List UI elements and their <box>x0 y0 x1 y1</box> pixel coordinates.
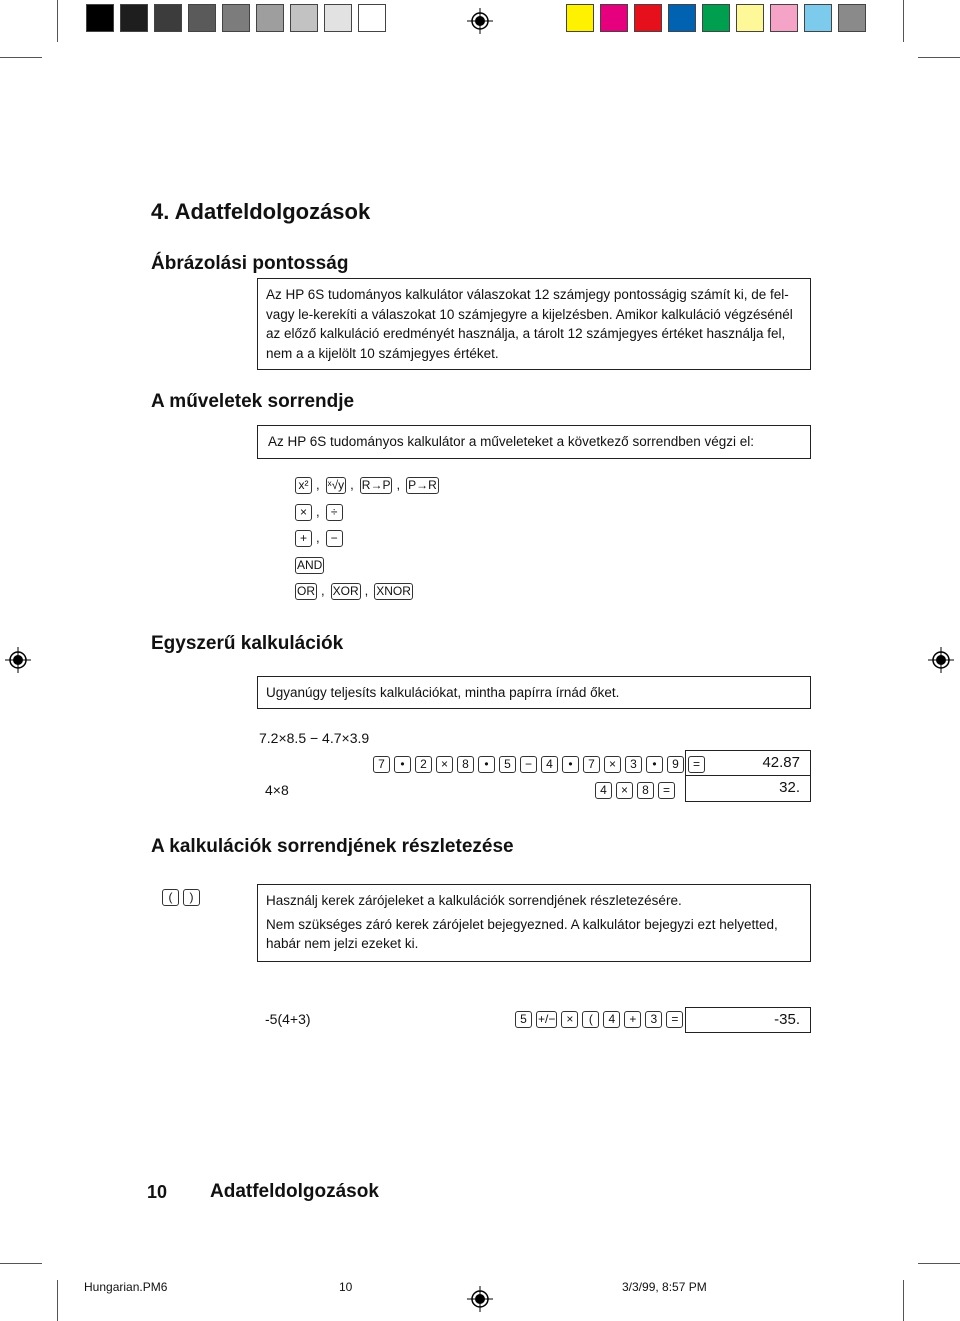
slug-page: 10 <box>339 1280 353 1294</box>
example-key-sequence <box>373 756 709 773</box>
color-swatch <box>86 4 114 32</box>
calculator-key: OR <box>297 584 315 599</box>
registration-mark-icon <box>467 1286 493 1312</box>
simple-calc-note-box <box>257 676 811 709</box>
calculator-key: ) <box>183 889 200 906</box>
parentheses-note-line: habár nem jelzi ezeket ki. <box>266 936 419 951</box>
example-expression: 7.2×8.5 − 4.7×3.9 <box>259 730 370 746</box>
calculator-key: 3 <box>645 1011 662 1028</box>
separator: , <box>316 477 320 492</box>
calculator-key: 5 <box>499 756 516 773</box>
registration-mark-icon <box>467 8 493 34</box>
registration-mark-icon <box>5 647 31 673</box>
precedence-row <box>295 557 328 574</box>
calculator-key: − <box>520 756 537 773</box>
calculator-key: 2 <box>415 756 432 773</box>
precedence-row <box>295 583 417 600</box>
separator: , <box>396 477 401 492</box>
calculator-key: ( <box>162 889 179 906</box>
precision-note-box <box>257 278 811 370</box>
precedence-row <box>295 477 443 494</box>
calculator-key: P→R <box>408 478 437 493</box>
precision-line: nem a a kijelölt 10 számjegyes értéket. <box>266 345 499 361</box>
registration-mark-icon <box>928 647 954 673</box>
example-result-display: -35. <box>685 1007 811 1033</box>
color-swatch <box>634 4 662 32</box>
precedence-row <box>295 530 347 547</box>
calculator-key: × <box>561 1011 578 1028</box>
color-swatch <box>324 4 352 32</box>
color-swatch <box>702 4 730 32</box>
calculator-key: 7 <box>583 756 600 773</box>
calculator-key: XNOR <box>376 584 411 599</box>
calculator-key: • <box>646 756 663 773</box>
color-swatch <box>120 4 148 32</box>
calculator-key: ( <box>582 1011 599 1028</box>
color-swatch <box>770 4 798 32</box>
example-key-sequence <box>515 1011 687 1028</box>
precision-line: Az HP 6S tudományos kalkulátor válaszokat 12 számjegy pontosságig számít ki, de fel- <box>266 287 789 302</box>
crop-mark <box>903 0 904 42</box>
crop-mark <box>918 1263 960 1264</box>
precision-line: az előző kalkuláció eredményét használja, a tárolt 12 számjegyes értéket használja fel, <box>266 326 786 341</box>
slug-filename: Hungarian.PM6 <box>84 1280 168 1294</box>
example-result-display: 42.87 <box>685 750 811 776</box>
separator: , <box>364 583 369 598</box>
color-swatch <box>222 4 250 32</box>
parentheses-note-line: Nem szükséges záró kerek zárójelet bejegyezned. A kalkulátor bejegyzi ezt helyetted, <box>266 916 778 932</box>
calculator-key: 5 <box>515 1011 532 1028</box>
color-swatch <box>804 4 832 32</box>
parenthesis-keys <box>162 889 204 906</box>
crop-mark <box>903 1280 904 1321</box>
color-swatch <box>188 4 216 32</box>
section-heading-simple-calculations: Egyszerű kalkulációk <box>151 633 344 654</box>
calculator-key: × <box>436 756 453 773</box>
calculator-key: × <box>295 504 312 521</box>
calculator-key: XOR <box>332 584 359 599</box>
calculator-key: • <box>562 756 579 773</box>
simple-calc-note-text: Ugyanúgy teljesíts kalkulációkat, mintha papírra írnád őket. <box>266 685 620 700</box>
crop-mark <box>918 57 960 58</box>
color-swatch <box>736 4 764 32</box>
calculator-key: +/− <box>538 1012 556 1027</box>
calculator-key: 4 <box>595 782 612 799</box>
calculator-key: + <box>295 530 312 547</box>
calculator-key: = <box>688 756 705 773</box>
calculator-key: 8 <box>457 756 474 773</box>
color-swatch <box>600 4 628 32</box>
example-expression: 4×8 <box>265 782 289 798</box>
precision-line: vagy le-kerekíti a válaszokat 10 számjegyre a kijelzésben. Amikor kalkuláció végzésénél <box>266 306 793 322</box>
calculator-key: ÷ <box>326 504 343 521</box>
section-heading-precision: Ábrázolási pontosság <box>151 253 349 274</box>
color-swatch <box>358 4 386 32</box>
chapter-title: 4. Adatfeldolgozások <box>151 199 371 224</box>
precedence-row <box>295 504 347 521</box>
page-number: 10 <box>147 1182 168 1202</box>
calculator-key: 8 <box>637 782 654 799</box>
calculator-key: 9 <box>667 756 684 773</box>
color-swatch <box>838 4 866 32</box>
color-swatch <box>290 4 318 32</box>
crop-mark <box>57 0 58 42</box>
order-note-text: Az HP 6S tudományos kalkulátor a műveleteket a következő sorrendben végzi el: <box>268 434 755 449</box>
separator: , <box>350 477 354 492</box>
separator: , <box>321 583 325 598</box>
separator: , <box>316 530 320 545</box>
example-expression: -5(4+3) <box>265 1011 311 1027</box>
calculator-key: 7 <box>373 756 390 773</box>
calculator-key: ˣ√y <box>327 478 345 493</box>
calculator-key: 4 <box>541 756 558 773</box>
crop-mark <box>0 1263 42 1264</box>
calculator-key: • <box>394 756 411 773</box>
parentheses-note-line: Használj kerek zárójeleket a kalkulációk sorrendjének részletezésére. <box>266 893 682 908</box>
calculator-key: 4 <box>603 1011 620 1028</box>
calculator-key: R→P <box>361 478 391 493</box>
calculator-key: • <box>478 756 495 773</box>
calculator-key: x² <box>295 477 312 494</box>
calculator-key: × <box>616 782 633 799</box>
order-note-box <box>257 425 811 459</box>
crop-mark <box>0 57 42 58</box>
section-heading-parentheses: A kalkulációk sorrendjének részletezése <box>151 836 514 857</box>
running-footer-title: Adatfeldolgozások <box>210 1181 379 1202</box>
color-swatch <box>154 4 182 32</box>
calculator-key: AND <box>297 557 323 572</box>
section-heading-order-of-operations: A műveletek sorrendje <box>151 391 355 412</box>
calculator-key: = <box>666 1011 683 1028</box>
slug-datetime: 3/3/99, 8:57 PM <box>622 1280 707 1294</box>
separator: , <box>316 503 320 519</box>
example-key-sequence <box>595 782 679 799</box>
calculator-key: 3 <box>625 756 642 773</box>
calculator-key: + <box>624 1011 641 1028</box>
color-swatch <box>256 4 284 32</box>
calculator-key: = <box>658 782 675 799</box>
calculator-key: × <box>604 756 621 773</box>
parentheses-note-box <box>257 884 811 962</box>
color-swatch <box>668 4 696 32</box>
crop-mark <box>57 1280 58 1321</box>
example-result-display: 32. <box>685 776 811 802</box>
calculator-key: − <box>326 530 343 547</box>
color-swatch <box>566 4 594 32</box>
